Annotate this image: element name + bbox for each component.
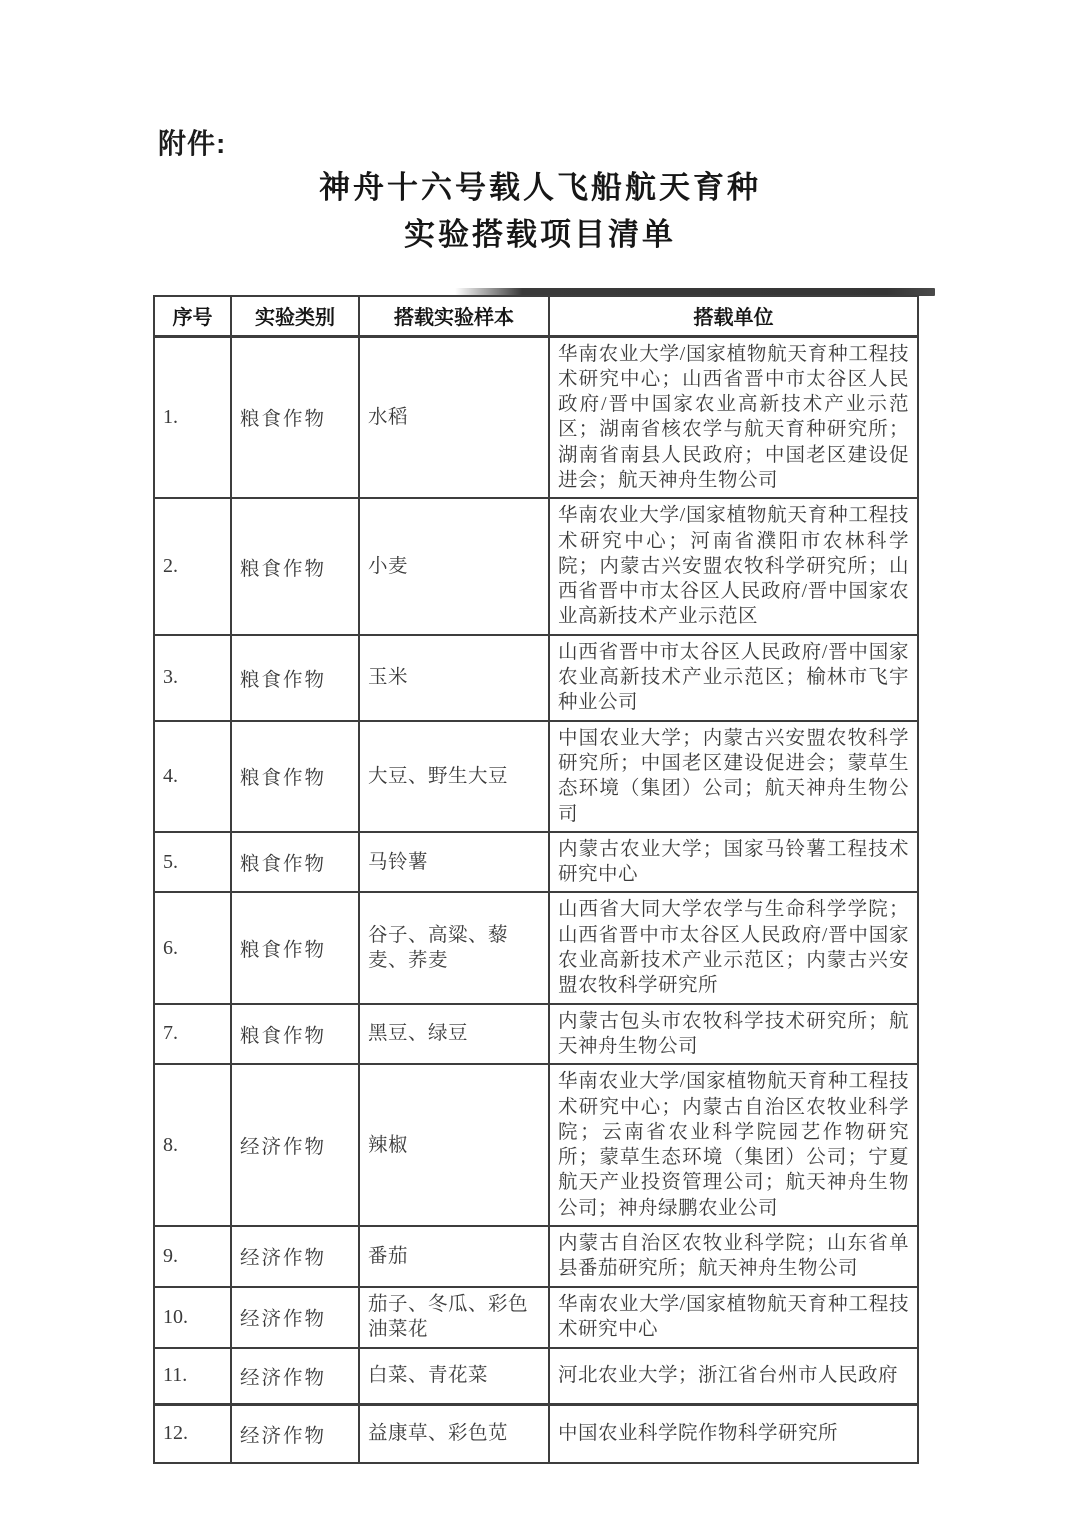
cell-category: 粮食作物 — [231, 1004, 359, 1065]
column-header-no: 序号 — [154, 296, 231, 336]
cell-serial-no: 2. — [154, 498, 231, 634]
table-row — [154, 1064, 918, 1226]
cell-sample: 白菜、青花菜 — [359, 1348, 549, 1405]
column-header-sample: 搭载实验样本 — [359, 296, 549, 336]
cell-category: 粮食作物 — [231, 498, 359, 634]
cell-serial-no: 3. — [154, 635, 231, 721]
cell-units: 河北农业大学；浙江省台州市人民政府 — [549, 1348, 918, 1405]
cell-units: 华南农业大学/国家植物航天育种工程技术研究中心 — [549, 1287, 918, 1348]
cell-sample: 黑豆、绿豆 — [359, 1004, 549, 1065]
cell-sample: 茄子、冬瓜、彩色油菜花 — [359, 1287, 549, 1348]
cell-units: 山西省大同大学农学与生命科学学院；山西省晋中市太谷区人民政府/晋中国家农业高新技术产业示范区；内蒙古兴安盟农牧科学研究所 — [549, 892, 918, 1003]
cell-units: 内蒙古自治区农牧业科学院；山东省单县番茄研究所；航天神舟生物公司 — [549, 1226, 918, 1287]
table-row — [154, 1226, 918, 1287]
cell-category: 粮食作物 — [231, 892, 359, 1003]
table-row — [154, 832, 918, 893]
cell-category: 经济作物 — [231, 1064, 359, 1226]
table-row — [154, 635, 918, 721]
cell-units: 中国农业大学；内蒙古兴安盟农牧科学研究所；中国老区建设促进会；蒙草生态环境（集团）公司；航天神舟生物公司 — [549, 721, 918, 832]
cell-category: 粮食作物 — [231, 721, 359, 832]
attachment-label: 附件: — [158, 128, 227, 159]
cell-units: 内蒙古农业大学；国家马铃薯工程技术研究中心 — [549, 832, 918, 893]
cell-sample: 水稻 — [359, 336, 549, 498]
cell-category: 粮食作物 — [231, 832, 359, 893]
document-title-line1: 神舟十六号载人飞船航天育种 — [319, 170, 761, 205]
cell-sample: 玉米 — [359, 635, 549, 721]
cell-units: 华南农业大学/国家植物航天育种工程技术研究中心；内蒙古自治区农牧业科学院；云南省农业科学院园艺作物研究所；蒙草生态环境（集团）公司；宁夏航天产业投资管理公司；航天神舟生物公司；神舟绿鹏农业公司 — [549, 1064, 918, 1226]
cell-serial-no: 4. — [154, 721, 231, 832]
cell-category: 经济作物 — [231, 1287, 359, 1348]
cell-serial-no: 6. — [154, 892, 231, 1003]
cell-units: 中国农业科学院作物科学研究所 — [549, 1405, 918, 1463]
payload-project-table — [153, 295, 919, 1464]
table-row — [154, 498, 918, 634]
cell-sample: 辣椒 — [359, 1064, 549, 1226]
table-row — [154, 721, 918, 832]
table-row — [154, 1287, 918, 1348]
cell-category: 粮食作物 — [231, 635, 359, 721]
table-row — [154, 892, 918, 1003]
document-title — [0, 164, 1080, 258]
table-row — [154, 1348, 918, 1405]
cell-serial-no: 12. — [154, 1405, 231, 1463]
cell-sample: 谷子、高粱、藜麦、荞麦 — [359, 892, 549, 1003]
table-row — [154, 1004, 918, 1065]
cell-units: 内蒙古包头市农牧科学技术研究所；航天神舟生物公司 — [549, 1004, 918, 1065]
cell-category: 粮食作物 — [231, 336, 359, 498]
column-header-units: 搭载单位 — [549, 296, 918, 336]
cell-sample: 益康草、彩色苋 — [359, 1405, 549, 1463]
cell-sample: 小麦 — [359, 498, 549, 634]
cell-category: 经济作物 — [231, 1348, 359, 1405]
cell-category: 经济作物 — [231, 1226, 359, 1287]
cell-serial-no: 8. — [154, 1064, 231, 1226]
cell-sample: 番茄 — [359, 1226, 549, 1287]
cell-serial-no: 10. — [154, 1287, 231, 1348]
cell-serial-no: 7. — [154, 1004, 231, 1065]
cell-serial-no: 1. — [154, 336, 231, 498]
cell-units: 华南农业大学/国家植物航天育种工程技术研究中心；河南省濮阳市农林科学院；内蒙古兴安盟农牧科学研究所；山西省晋中市太谷区人民政府/晋中国家农业高新技术产业示范区 — [549, 498, 918, 634]
document-title-line2: 实验搭载项目清单 — [404, 217, 676, 252]
column-header-category: 实验类别 — [231, 296, 359, 336]
cell-serial-no: 5. — [154, 832, 231, 893]
table-header-row — [154, 296, 918, 336]
cell-units: 山西省晋中市太谷区人民政府/晋中国家农业高新技术产业示范区；榆林市飞宇种业公司 — [549, 635, 918, 721]
table-row — [154, 336, 918, 498]
cell-serial-no: 11. — [154, 1348, 231, 1405]
cell-sample: 大豆、野生大豆 — [359, 721, 549, 832]
cell-sample: 马铃薯 — [359, 832, 549, 893]
table-row — [154, 1405, 918, 1463]
cell-serial-no: 9. — [154, 1226, 231, 1287]
cell-units: 华南农业大学/国家植物航天育种工程技术研究中心；山西省晋中市太谷区人民政府/晋中国家农业高新技术产业示范区；湖南省核农学与航天育种研究所；湖南省南县人民政府；中国老区建设促进会；航天神舟生物公司 — [549, 336, 918, 498]
cell-category: 经济作物 — [231, 1405, 359, 1463]
table-body — [154, 336, 918, 1463]
